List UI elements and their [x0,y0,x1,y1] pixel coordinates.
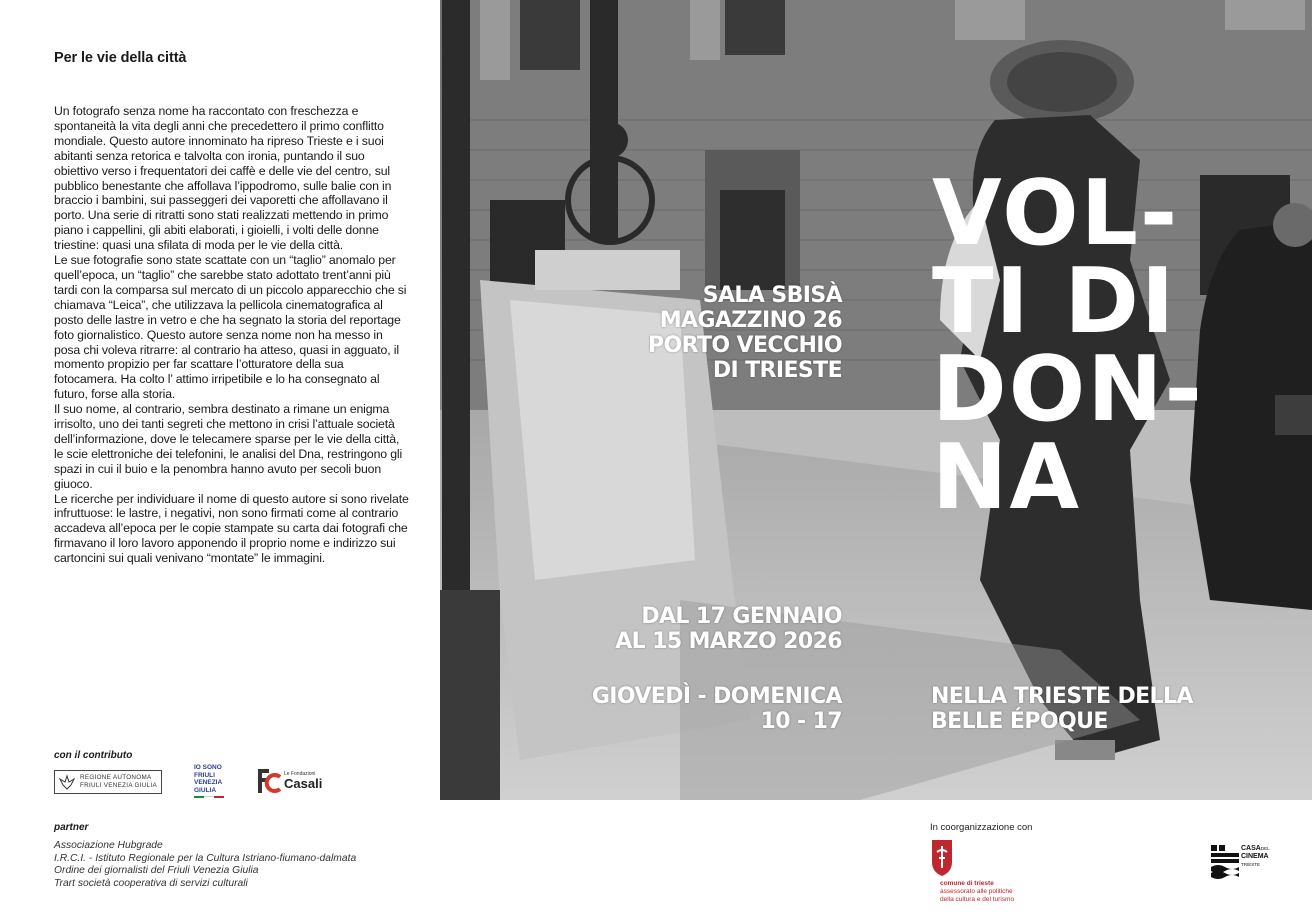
body-text [54,104,410,566]
casa-del-cinema-logo [1211,845,1270,879]
paragraph: Le sue fotografie sono state scattate con un “taglio” anomalo per quell’epoca, un “taglio” che sarebbe stato adottato trent’anni più tardi con la comparsa sul mercato di un piccolo apparecchio che si chiamava “Leica”, che utilizzava la pellicola cinematografica al posto delle lastre in vetro e che ha segnato la storia del reportage foto giornalistico. Questo autore senza nome non ha messo in posa chi voleva ritrarre: al contrario ha atteso, quasi in agguato, il momento propizio per far scattare l’otturatore della sua fotocamera. Ha colto l’ attimo irripetibile e lo ha consegnato al futuro, forse alla storia. [54,253,407,402]
date-line: DAL 17 GENNAIO [641,604,842,629]
poster-title [932,161,1204,530]
days-line: GIOVEDÌ - DOMENICA [591,684,842,709]
venue-line: PORTO VECCHIO [648,333,842,358]
tagline-text [931,684,1193,734]
tagline-line: NELLA TRIESTE DELLA [931,684,1193,709]
poster-photo [440,0,1312,800]
partner-list [54,840,356,890]
fvg-logo-line: GIULIA [194,786,217,794]
region-logo-line: REGIONE AUTONOMA [80,774,152,781]
paragraph: Un fotografo senza nome ha raccontato con freschezza e spontaneità la vita degli anni che precedettero il primo conflitto mondiale. Questo autore innominato ha ripreso Trieste e i suoi abitanti senza retorica e talvolta con ironia, puntando il suo obiettivo verso i frequentatori dei caffè e delle vie del centro, sul pubblico benestante che affollava l’ippodromo, sulle balie con in braccio i bambini, sui passeggeri dei vaporetti che affollavano il porto. Una serie di ritratti sono stati realizzati mettendo in primo piano i cappellini, gli abiti elaborati, i gioielli, i volti delle donne triestine: quasi una sfilata di moda per le vie della città. [54,104,392,253]
venue-text [648,283,842,383]
venue-line: SALA SBISÀ [702,283,842,308]
trieste-text [940,880,1014,903]
trieste-coat-of-arms-icon [930,838,954,878]
title-line: VOL- [932,161,1180,266]
trieste-line: comune di trieste [940,880,994,887]
title-line: DON- [932,337,1204,442]
casa-cinema-icon [1211,845,1239,879]
partner-item: Associazione Hubgrade [54,840,163,851]
partner-item: I.R.C.I. - Istituto Regionale per la Cultura Istriano-fiumano-dalmata [54,852,357,864]
casali-name: Casali [284,776,323,791]
left-column [54,50,410,566]
trieste-line: assessorato alle politiche [940,887,1013,895]
opening-days-text [592,684,842,734]
partner-item: Trart società cooperativa di servizi culturali [54,877,248,889]
casali-logo [257,768,322,794]
section-title: Per le vie della città [54,50,187,66]
venue-line: MAGAZZINO 26 [659,308,842,333]
title-line: NA [932,425,1081,530]
paragraph: Le ricerche per individuare il nome di questo autore si sono rivelate infruttuose: le lastre, i negativi, non sono firmati come al contrario accadeva all’epoca per le copie stampate su carta dai fotografi che firmavano il loro lavoro apponendo il proprio nome e indirizzo sui cartoncini sui quali venivano “montate” le immagini. [54,491,409,566]
fvg-logo-line: IO SONO [194,764,222,771]
paragraph: Il suo nome, al contrario, sembra destinato a rimane un enigma irrisolto, uno dei tanti segreti che mettono in crisi l’attuale società dell’informazione, dove le telecamere sparse per le vie della città, le scie elettroniche dei telefonini, le analisi del Dna, restringono gli spazi in cui il buio e la penombra hanno avuto per secoli buon giuoco. [54,402,403,491]
fvg-logo-line: FRIULI [194,771,215,779]
hours-line: 10 - 17 [760,709,842,734]
fc-logo-icon [257,768,281,794]
casa-line-small: DEL [1260,846,1270,851]
casa-line: CINEMA [1241,853,1269,860]
region-logo-line: FRIULI VENEZIA GIULIA [80,782,157,789]
date-line: AL 15 MARZO 2026 [615,629,842,654]
partner-item: Ordine dei giornalisti del Friuli Venezia Giulia [54,865,259,877]
region-logo [54,770,162,794]
tagline-line: BELLE ÉPOQUE [931,709,1108,734]
casa-line: CASA [1241,845,1261,852]
casa-line: TRIESTE [1241,862,1261,867]
eagle-icon [58,773,76,791]
trieste-line: della cultura e del turismo [940,895,1015,903]
contributor-label: con il contributo [54,750,133,761]
flag-icon [194,796,224,798]
fvg-logo [194,764,224,798]
venue-line: DI TRIESTE [712,358,842,383]
title-line: TI DI [932,249,1177,354]
dates-text [615,604,842,654]
partner-label: partner [54,822,89,833]
casali-small-text: Le Fondazioni [284,771,316,777]
coorganization-label: In coorganizzazione con [930,822,1033,833]
fvg-logo-line: VENEZIA [194,779,223,786]
